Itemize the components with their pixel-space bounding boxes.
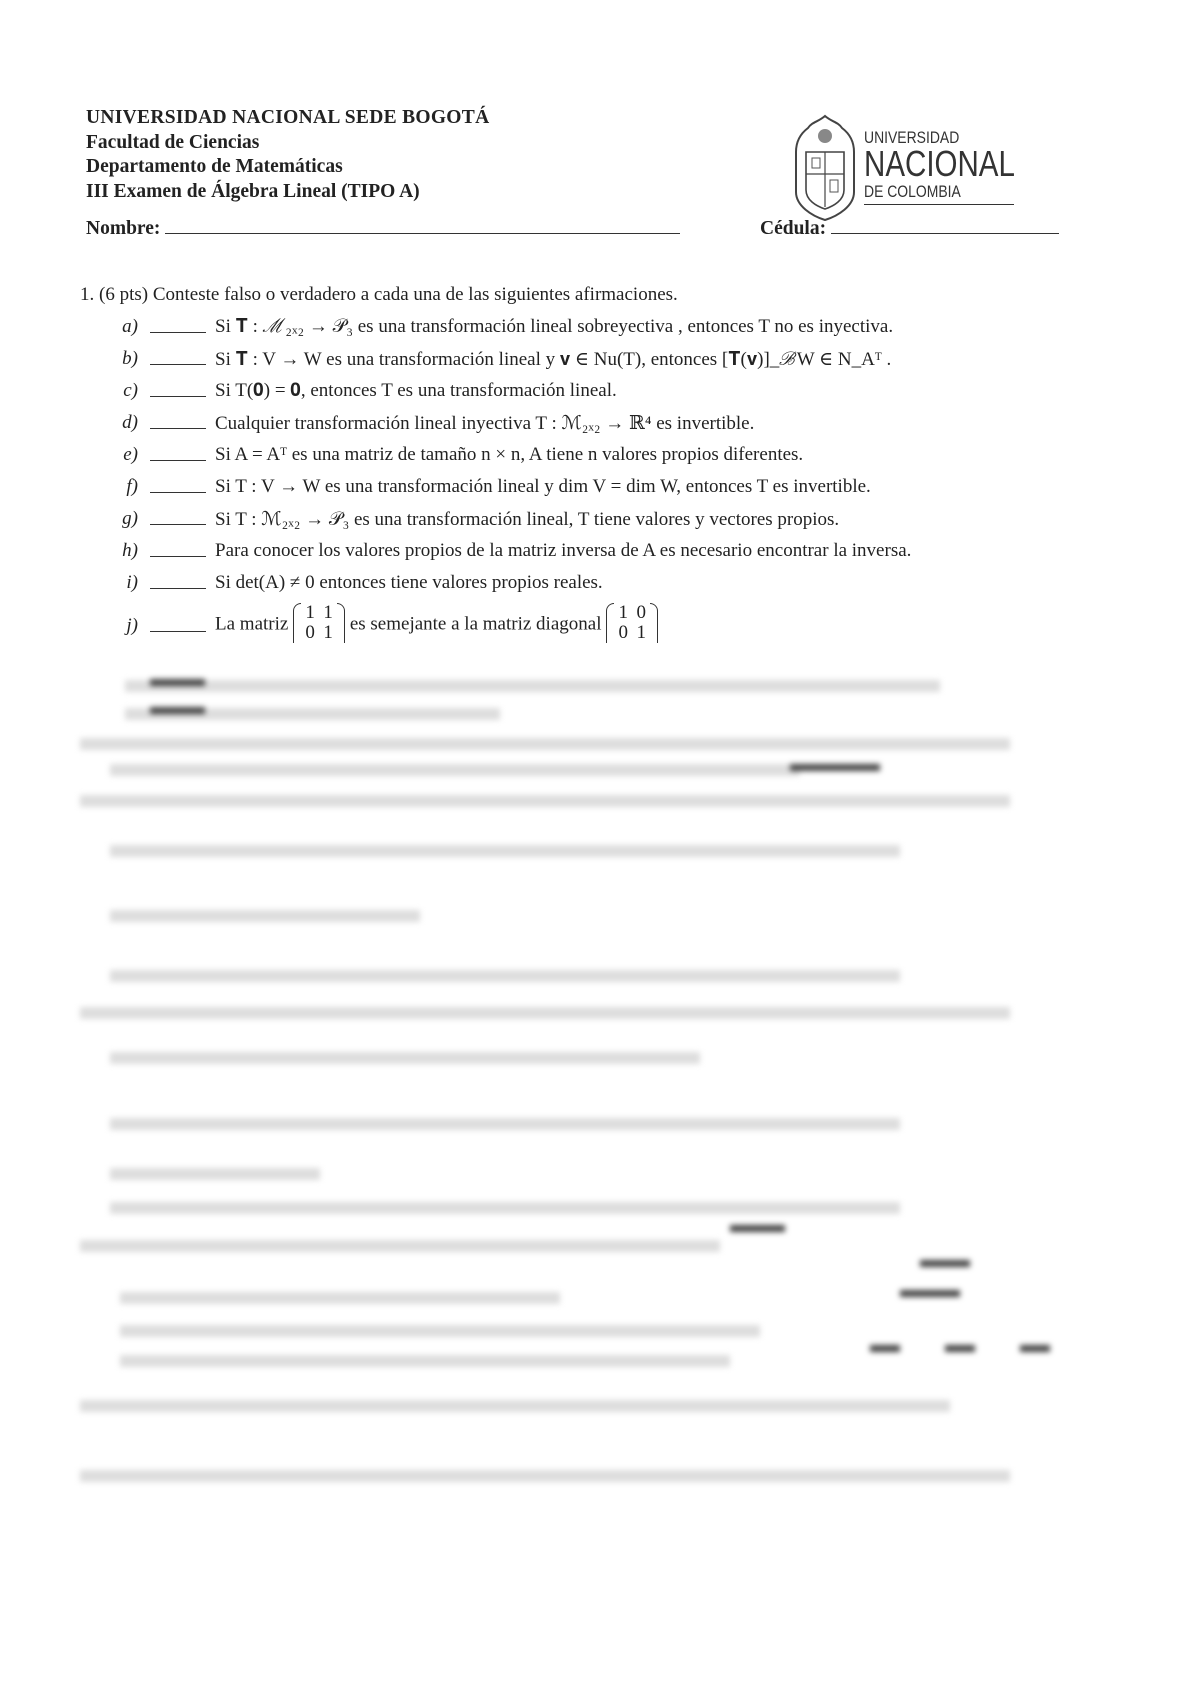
item-text: Si 𝐓 : V → W es una transformación lineal y 𝐯 ∈ Nu(T), entonces [𝐓(𝐯)]_ℬW ∈ N_Aᵀ . [215, 349, 892, 370]
id-field [760, 215, 1059, 240]
answer-blank[interactable] [150, 364, 206, 365]
item-text: Para conocer los valores propios de la matriz inversa de A es necesario encontrar la inversa. [215, 540, 912, 561]
logo-underline [864, 204, 1014, 205]
answer-blank[interactable] [150, 556, 206, 557]
blurred-answer-blank [150, 707, 205, 714]
item-label: f) [126, 476, 138, 497]
item-text: Si det(A) ≠ 0 entonces tiene valores propios reales. [215, 572, 603, 593]
item-label: b) [122, 348, 138, 369]
blurred-answer-blank [790, 764, 880, 771]
exam-header [86, 106, 489, 204]
item-label: c) [123, 380, 138, 401]
answer-blank[interactable] [150, 492, 206, 493]
university-logo [790, 112, 1020, 222]
item-label: i) [126, 572, 138, 593]
logo-line1: UNIVERSIDAD [864, 128, 960, 147]
blurred-answer-blank [150, 679, 205, 686]
answer-blank[interactable] [150, 524, 206, 525]
blurred-line [80, 1470, 1010, 1482]
blurred-line [80, 1007, 1010, 1019]
blurred-line [120, 1355, 730, 1367]
blurred-line [120, 1325, 760, 1337]
blurred-line [110, 1052, 700, 1064]
item-text: Si T(𝟎) = 𝟎, entonces T es una transformación lineal. [215, 380, 617, 401]
answer-blank[interactable] [150, 460, 206, 461]
blurred-line [110, 1202, 900, 1214]
id-input-line[interactable] [831, 215, 1059, 234]
id-label: Cédula: [760, 218, 827, 239]
item-label: g) [122, 508, 138, 529]
answer-blank[interactable] [150, 428, 206, 429]
matrix-1: 1 1 0 1 [293, 603, 345, 643]
name-field [86, 215, 680, 240]
item-label: a) [122, 316, 138, 337]
matrix-2: 1 0 0 1 [606, 603, 658, 643]
blurred-answer-blank [920, 1260, 970, 1267]
blurred-line [110, 970, 900, 982]
item-text: Si T : V → W es una transformación lineal y dim V = dim W, entonces T es invertible. [215, 476, 871, 497]
redacted-blurred-content [0, 640, 1190, 1440]
blurred-answer-blank [900, 1290, 960, 1297]
item-label: e) [123, 444, 138, 465]
coat-of-arms-icon [790, 112, 860, 222]
blurred-line [110, 845, 900, 857]
question-1-title: 1. (6 pts) Conteste falso o verdadero a cada una de las siguientes afirmaciones. [80, 284, 678, 305]
blurred-line [110, 1168, 320, 1180]
university-name: UNIVERSIDAD NACIONAL SEDE BOGOTÁ [86, 107, 490, 128]
item-text: Si A = Aᵀ es una matriz de tamaño n × n, A tiene n valores propios diferentes. [215, 444, 804, 465]
blurred-answer-blank [870, 1345, 900, 1352]
blurred-answer-blank [730, 1225, 785, 1232]
blurred-line [125, 680, 940, 692]
logo-line3: DE COLOMBIA [864, 182, 961, 201]
item-label: j) [126, 615, 138, 636]
blurred-line [80, 738, 1010, 750]
blurred-line [80, 795, 1010, 807]
blurred-line [110, 764, 800, 776]
exam-title: III Examen de Álgebra Lineal (TIPO A) [86, 180, 420, 202]
item-text: es semejante a la matriz diagonal [349, 613, 602, 635]
blurred-answer-blank [945, 1345, 975, 1352]
logo-line2: NACIONAL [864, 143, 1015, 184]
blurred-line [80, 1400, 950, 1412]
answer-blank[interactable] [150, 588, 206, 589]
department: Departamento de Matemáticas [86, 156, 343, 177]
answer-blank[interactable] [150, 631, 206, 632]
blurred-line [80, 1240, 720, 1252]
blurred-line [110, 1118, 900, 1130]
blurred-line [110, 910, 420, 922]
answer-blank[interactable] [150, 396, 206, 397]
item-text: Si 𝐓 : ℳ₂ₓ₂ → 𝒫₃ es una transformación lineal sobreyectiva , entonces T no es inyectiva. [215, 316, 894, 337]
faculty: Facultad de Ciencias [86, 131, 260, 153]
item-text: Cualquier transformación lineal inyectiva T : ℳ₂ₓ₂ → ℝ⁴ es invertible. [215, 413, 755, 434]
blurred-line [120, 1292, 560, 1304]
item-text: La matriz [215, 613, 289, 635]
item-label: d) [122, 412, 138, 433]
name-input-line[interactable] [165, 215, 680, 234]
name-label: Nombre: [86, 218, 161, 239]
item-label: h) [122, 540, 138, 561]
blurred-answer-blank [1020, 1345, 1050, 1352]
item-text: Si T : ℳ₂ₓ₂ → 𝒫₃ es una transformación lineal, T tiene valores y vectores propios. [215, 509, 840, 530]
answer-blank[interactable] [150, 332, 206, 333]
